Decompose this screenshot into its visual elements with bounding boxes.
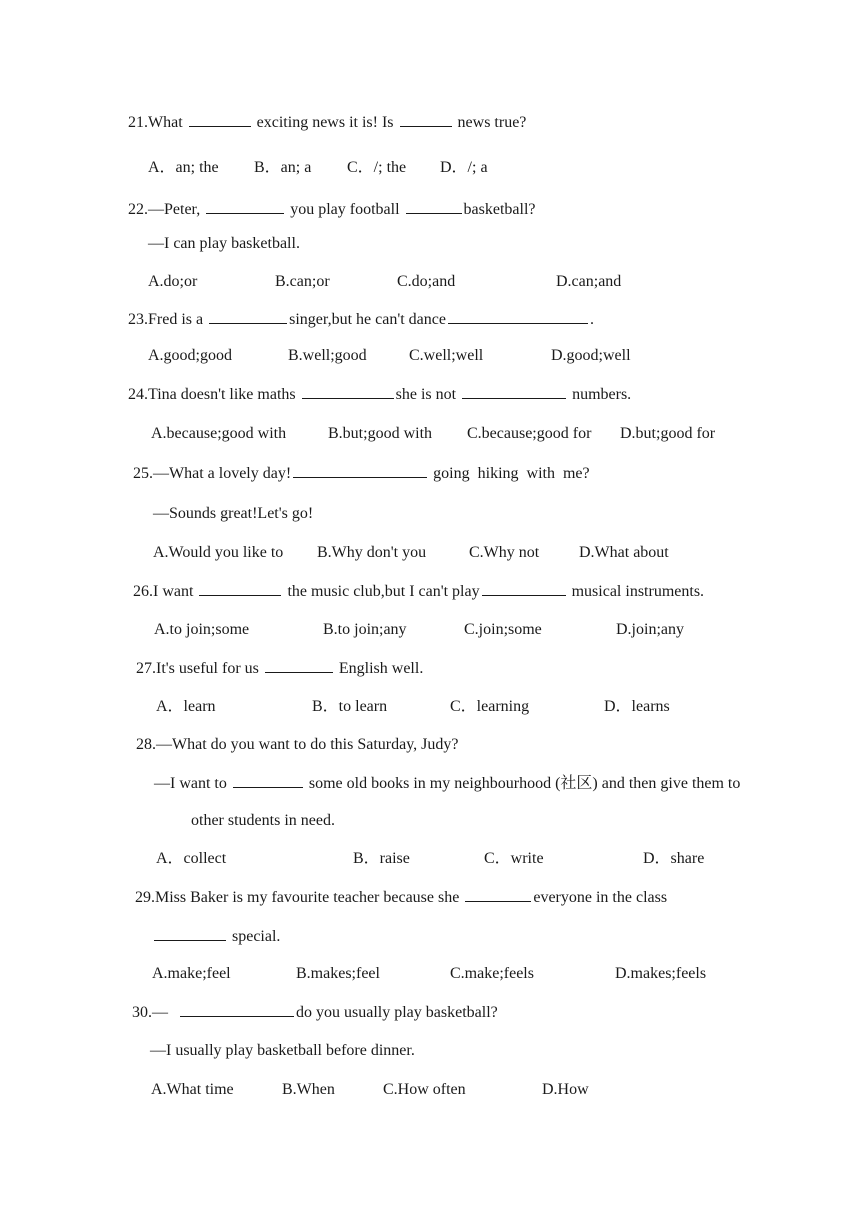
q27-text-a: 27.It's useful for us [136,660,259,677]
q29-option-b: B.makes;feel [296,965,380,982]
q30-blank-1 [180,1002,294,1017]
q24-text-c: numbers. [572,386,632,403]
q21-text-b: exciting news it is! Is [256,114,394,131]
question-29-stem [135,887,667,908]
question-22-stem [128,199,536,220]
q30-text-a: 30.— [132,1004,168,1021]
q29-text-a: 29.Miss Baker is my favourite teacher because she [135,889,460,906]
q24-option-a: A.because;good with [151,425,287,442]
q28-reply-text-b: some old books in my neighbourhood (社区) and then give them to [308,775,741,792]
q25-option-a: A.Would you like to [153,544,284,561]
q25-text-b: going hiking with me? [433,465,590,482]
q24-text-a: 24.Tina doesn't like maths [128,386,296,403]
q21-option-c: C．/; the [347,159,407,176]
q23-text-c: . [589,311,594,328]
q26-option-c: C.join;some [464,621,542,638]
q25-reply: —Sounds great!Let's go! [153,505,314,522]
q26-option-d: D.join;any [616,621,684,638]
q30-reply: —I usually play basketball before dinner. [150,1042,415,1059]
question-26-stem [133,581,704,602]
q22-reply: —I can play basketball. [148,235,300,252]
q27-option-b: B．to learn [312,698,388,715]
q26-blank-2 [482,581,566,596]
q26-option-a: A.to join;some [154,621,250,638]
q21-option-a: A．an; the [148,159,219,176]
q21-option-d: D．/; a [440,159,488,176]
q22-text-a: 22.—Peter, [128,201,201,218]
q28-blank-1 [233,773,303,788]
q24-option-d: D.but;good for [620,425,716,442]
q22-text-b: you play football [290,201,400,218]
question-29-stem-continued [152,926,280,947]
q23-blank-1 [209,309,287,324]
q21-blank-2 [400,112,452,127]
q27-option-a: A．learn [156,698,216,715]
q25-option-d: D.What about [579,544,669,561]
q27-option-d: D．learns [604,698,670,715]
q22-option-a: A.do;or [148,273,198,290]
question-30-stem [132,1002,498,1023]
q29-blank-2 [154,926,226,941]
q26-text-a: 26.I want [133,583,194,600]
q27-blank-1 [265,658,333,673]
q29-text-b: everyone in the class [533,889,668,906]
q30-option-b: B.When [282,1081,335,1098]
question-28-stem: 28.—What do you want to do this Saturday, Judy? [136,736,459,753]
q23-option-b: B.well;good [288,347,367,364]
q25-text-a: 25.—What a lovely day! [133,465,292,482]
q23-text-a: 23.Fred is a [128,311,204,328]
q22-text-c: basketball? [463,201,536,218]
q28-option-b: B．raise [353,850,410,867]
q28-option-d: D．share [643,850,705,867]
q27-option-c: C．learning [450,698,530,715]
q23-option-c: C.well;well [409,347,484,364]
q21-text-a: 21.What [128,114,183,131]
q21-blank-1 [189,112,251,127]
q28-option-a: A．collect [156,850,227,867]
q28-reply-text-a: —I want to [154,775,227,792]
q23-option-a: A.good;good [148,347,232,364]
q28-option-c: C．write [484,850,544,867]
question-24-stem [128,384,631,405]
question-25-stem [133,463,590,484]
q24-text-b: she is not [395,386,457,403]
q24-option-b: B.but;good with [328,425,433,442]
q29-text-c: special. [232,928,281,945]
q24-blank-2 [462,384,566,399]
q24-option-c: C.because;good for [467,425,592,442]
q22-option-d: D.can;and [556,273,622,290]
q28-reply [154,773,740,794]
q30-option-d: D.How [542,1081,589,1098]
q23-blank-2 [448,309,588,324]
q28-reply-continued: other students in need. [191,812,335,829]
q29-blank-1 [465,887,531,902]
question-23-stem [128,309,594,330]
q26-option-b: B.to join;any [323,621,407,638]
question-21-stem [128,112,526,133]
q26-text-b: the music club,but I can't play [287,583,480,600]
q21-option-b: B．an; a [254,159,312,176]
q25-option-c: C.Why not [469,544,540,561]
q23-text-b: singer,but he can't dance [289,311,446,328]
q22-option-c: C.do;and [397,273,456,290]
q23-option-d: D.good;well [551,347,631,364]
q24-blank-1 [302,384,394,399]
q29-option-d: D.makes;feels [615,965,707,982]
q22-blank-1 [206,199,284,214]
q22-blank-2 [406,199,462,214]
q26-blank-1 [199,581,281,596]
q22-option-b: B.can;or [275,273,330,290]
q21-text-c: news true? [457,114,527,131]
q25-blank-1 [293,463,427,478]
q29-option-a: A.make;feel [152,965,231,982]
q30-text-b: do you usually play basketball? [296,1004,498,1021]
question-27-stem [136,658,423,679]
q30-option-a: A.What time [151,1081,234,1098]
q27-text-b: English well. [338,660,424,677]
q26-text-c: musical instruments. [571,583,705,600]
q29-option-c: C.make;feels [450,965,534,982]
q25-option-b: B.Why don't you [317,544,427,561]
q30-option-c: C.How often [383,1081,466,1098]
